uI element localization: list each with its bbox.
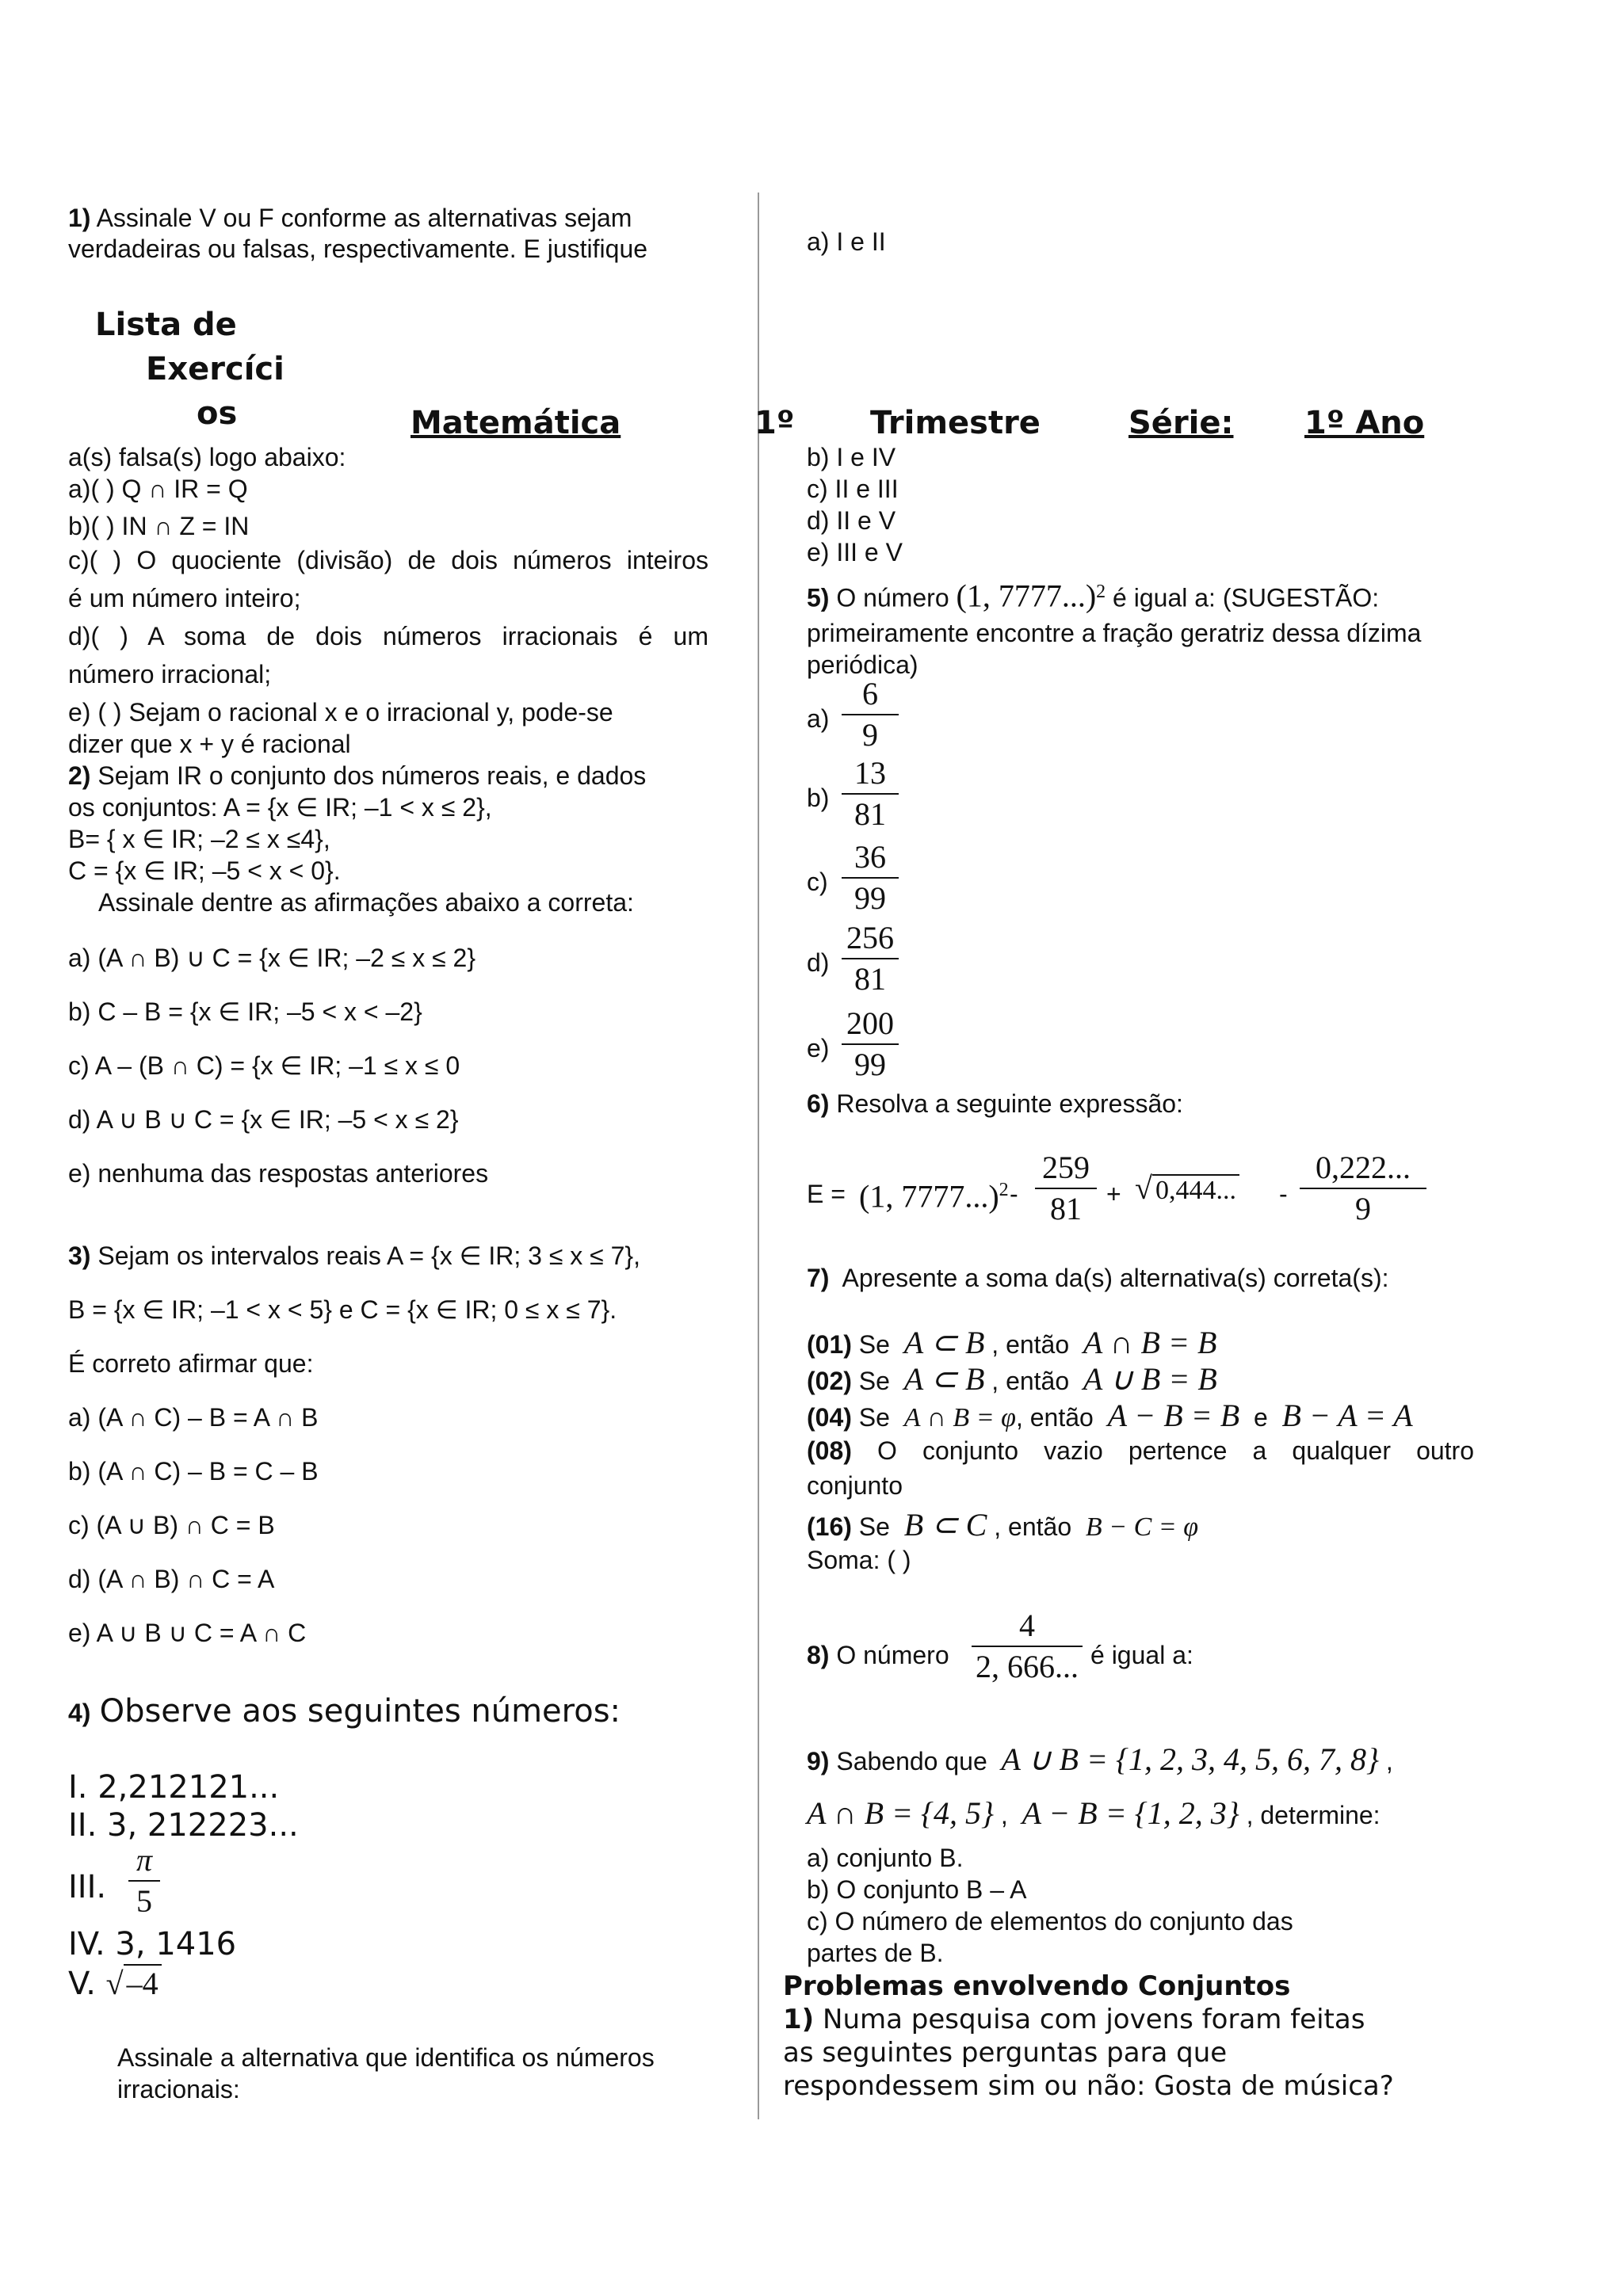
q4-option-a: a) I e II — [807, 227, 886, 256]
q6-plus: + — [1106, 1180, 1121, 1208]
q5-option-numerator: 256 — [846, 920, 894, 955]
q5-option-fraction — [842, 921, 899, 997]
problem1-line3: respondessem sim ou não: Gosta de música? — [783, 2070, 1394, 2102]
q9-option-c-line2: partes de B. — [807, 1939, 944, 1967]
q3-option-e: e) A ∪ B ∪ C = A ∩ C — [68, 1619, 307, 1647]
q6-e-label: E = — [807, 1180, 846, 1208]
q8-post: é igual a: — [1090, 1641, 1193, 1669]
q3-option-c: c) (A ∪ B) ∩ C = B — [68, 1511, 275, 1539]
q5-option-numerator: 36 — [854, 839, 886, 875]
q5-option-fraction — [842, 677, 899, 753]
q1-option-b: b)( ) IN ∩ Z = IN — [68, 512, 250, 540]
column-divider — [758, 193, 759, 2119]
q1-option-d-line2: número irracional; — [68, 660, 272, 688]
q1-option-d-line1: d)( ) A soma de dois números irracionais é um — [68, 622, 708, 650]
q2-line4: C = {x ∈ IR; –5 < x < 0}. — [68, 856, 341, 885]
header-subject: Matemática — [411, 405, 621, 441]
header-serie: 1º Ano — [1304, 405, 1425, 441]
problem1-line2: as seguintes perguntas para que — [783, 2037, 1228, 2069]
q7-item-08-line2: conjunto — [807, 1471, 903, 1500]
q5-option-label: a) — [807, 704, 830, 733]
q3-option-d: d) (A ∩ B) ∩ C = A — [68, 1565, 275, 1593]
q7-item-04: (04) Se A ∩ B = φ, então A − B = B e B − A = A — [807, 1398, 1413, 1433]
q5-option-fraction — [842, 756, 899, 832]
title-line3: os — [197, 395, 238, 432]
q6-prompt: 6) Resolva a seguinte expressão: — [807, 1089, 1183, 1118]
q9-option-c-line1: c) O número de elementos do conjunto das — [807, 1907, 1293, 1936]
q2-option-e: e) nenhuma das respostas anteriores — [68, 1159, 489, 1188]
q4-option-c: c) II e III — [807, 475, 899, 503]
q4-number-v: V. √ –4 — [68, 1965, 162, 2003]
q9-option-b: b) O conjunto B – A — [807, 1875, 1027, 1904]
q4-number-iv: IV. 3, 1416 — [68, 1926, 237, 1962]
q7-prompt: 7) Apresente a soma da(s) alternativa(s) correta(s): — [807, 1264, 1389, 1292]
q5-option-denominator: 81 — [854, 796, 886, 832]
q2-line5: Assinale dentre as afirmações abaixo a correta: — [98, 888, 634, 917]
q8-fraction: 4 2, 666... — [972, 1608, 1083, 1684]
q5-line1: 5) O número (1, 7777...)$^2$ é igual a: (SUGESTÃO: — [807, 578, 1380, 614]
q7-item-01: (01) Se A ⊂ B , então A ∩ B = B — [807, 1325, 1217, 1360]
q5-option-numerator: 13 — [854, 755, 886, 791]
q1-line1: 1) Assinale V ou F conforme as alternativas sejam — [68, 204, 632, 232]
q5-option-fraction — [842, 1006, 899, 1082]
q3-line3: É correto afirmar que: — [68, 1349, 314, 1378]
q2-line1: 2) Sejam IR o conjunto dos números reais, e dados — [68, 761, 647, 790]
q1-line3: a(s) falsa(s) logo abaixo: — [68, 443, 346, 471]
q1-line2: verdadeiras ou falsas, respectivamente. E justifique — [68, 235, 648, 263]
q6-minus-1: - — [1010, 1180, 1018, 1208]
header-serie-label: Série: — [1128, 405, 1234, 441]
header-period-num: 1º — [754, 405, 795, 441]
q2-option-b: b) C – B = {x ∈ IR; –5 < x < –2} — [68, 997, 422, 1026]
problems-title: Problemas envolvendo Conjuntos — [783, 1970, 1291, 2002]
q7-soma: Soma: ( ) — [807, 1546, 911, 1574]
q5-option-label: d) — [807, 948, 830, 977]
q4-intro: 4) Observe aos seguintes números: — [68, 1693, 621, 1730]
q8-pre: 8) O número — [807, 1641, 949, 1669]
q5-option-fraction — [842, 840, 899, 916]
q6-fraction-259-81: 259 81 — [1035, 1150, 1097, 1226]
q2-line2: os conjuntos: A = {x ∈ IR; –1 < x ≤ 2}, — [68, 793, 492, 822]
q3-option-b: b) (A ∩ C) – B = C – B — [68, 1457, 319, 1486]
q1-option-c-line1: c)( ) O quociente (divisão) de dois números inteiros — [68, 546, 708, 574]
q7-item-16: (16) Se B ⊂ C , então B − C = φ — [807, 1507, 1199, 1543]
q4-ask-line2: irracionais: — [117, 2075, 240, 2103]
q1-option-a: a)( ) Q ∩ IR = Q — [68, 475, 248, 503]
q5-option-denominator: 99 — [854, 880, 886, 916]
q1-option-c-line2: é um número inteiro; — [68, 584, 301, 612]
q4-number-i: I. 2,212121... — [68, 1769, 280, 1806]
q7-item-08-line1: (08) O conjunto vazio pertence a qualquer outro — [807, 1436, 1475, 1465]
problem1-line1: 1) Numa pesquisa com jovens foram feitas — [783, 2004, 1365, 2035]
q7-item-02: (02) Se A ⊂ B , então A ∪ B = B — [807, 1361, 1217, 1397]
q1-option-e-line1: e) ( ) Sejam o racional x e o irracional y, pode-se — [68, 698, 613, 727]
q9-line1: 9) Sabendo que A ∪ B = {1, 2, 3, 4, 5, 6, 7, 8} , — [807, 1741, 1393, 1777]
q5-line3: periódica) — [807, 650, 918, 679]
q4-option-b: b) I e IV — [807, 443, 896, 471]
q1-option-e-line2: dizer que x + y é racional — [68, 730, 351, 758]
q5-option-label: b) — [807, 784, 830, 812]
q5-option-denominator: 9 — [862, 717, 878, 753]
q3-line1: 3) Sejam os intervalos reais A = {x ∈ IR; 3 ≤ x ≤ 7}, — [68, 1241, 640, 1270]
q5-line2: primeiramente encontre a fração geratriz dessa dízima — [807, 619, 1422, 647]
q3-option-a: a) (A ∩ C) – B = A ∩ B — [68, 1403, 319, 1432]
q2-line3: B= { x ∈ IR; –2 ≤ x ≤4}, — [68, 825, 330, 853]
q3-line2: B = {x ∈ IR; –1 < x < 5} e C = {x ∈ IR; 0 ≤ x ≤ 7}. — [68, 1295, 617, 1324]
q2-option-a: a) (A ∩ B) ∪ C = {x ∈ IR; –2 ≤ x ≤ 2} — [68, 944, 476, 972]
title-line2: Exercíci — [146, 351, 285, 387]
q2-option-d: d) A ∪ B ∪ C = {x ∈ IR; –5 < x ≤ 2} — [68, 1105, 459, 1134]
q5-option-label: c) — [807, 868, 828, 896]
q6-fraction-0222-9: 0,222... 9 — [1300, 1150, 1426, 1226]
q5-option-denominator: 81 — [854, 961, 886, 997]
header-period: Trimestre — [870, 405, 1041, 441]
q2-option-c: c) A – (B ∩ C) = {x ∈ IR; –1 ≤ x ≤ 0 — [68, 1051, 460, 1080]
q9-line2: A ∩ B = {4, 5} , A − B = {1, 2, 3} , determine: — [807, 1795, 1381, 1831]
q5-option-numerator: 200 — [846, 1005, 894, 1041]
q4-option-d: d) II e V — [807, 506, 896, 535]
q5-option-label: e) — [807, 1034, 830, 1062]
q5-option-numerator: 6 — [862, 676, 878, 711]
q4-number-iii: III. — [68, 1869, 107, 1905]
q6-base: (1, 7777...)$^2$ — [859, 1178, 1009, 1215]
q6-sqrt: √ 0,444... — [1135, 1169, 1239, 1210]
q6-minus-2: - — [1279, 1180, 1288, 1208]
q4-number-ii: II. 3, 212223... — [68, 1807, 299, 1844]
title-line1: Lista de — [95, 307, 237, 343]
q4-pi-over-5: π 5 — [128, 1843, 160, 1919]
q4-option-e: e) III e V — [807, 538, 903, 566]
q4-ask-line1: Assinale a alternativa que identifica os números — [117, 2043, 655, 2072]
q5-option-denominator: 99 — [854, 1047, 886, 1082]
q9-option-a: a) conjunto B. — [807, 1844, 964, 1872]
